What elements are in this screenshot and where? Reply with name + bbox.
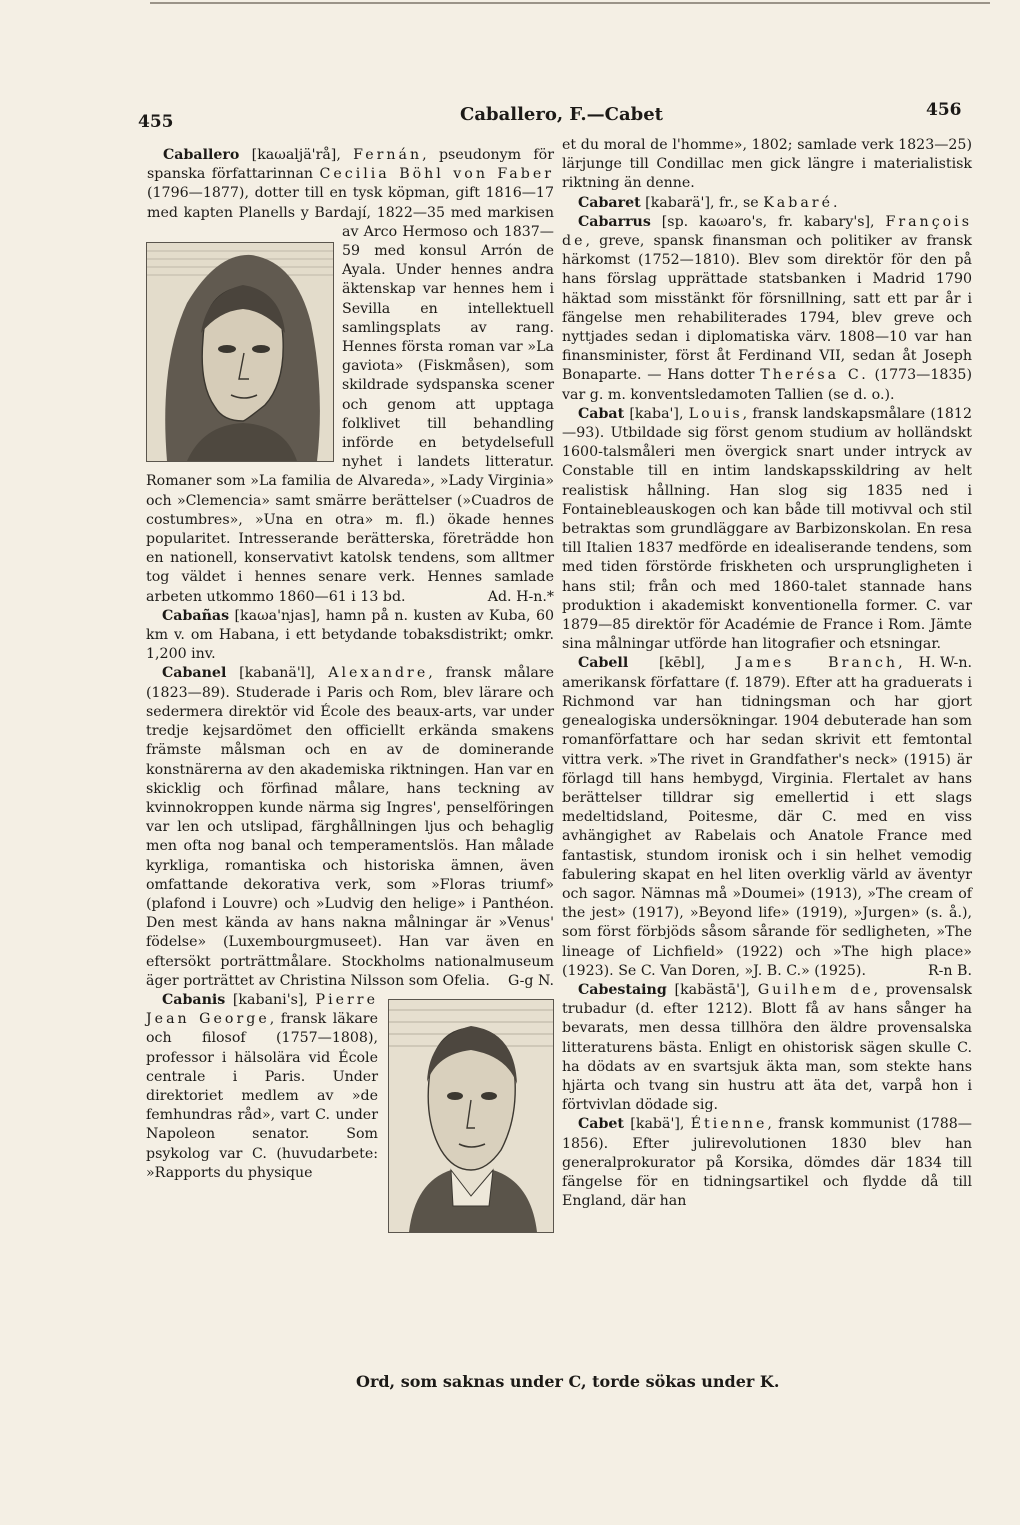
entry-text: [kabarä'], fr., se <box>640 194 764 211</box>
portrait-caballero-engraving <box>147 243 333 461</box>
entry-text: , fransk målare (1823—89). Studerade i Paris och Rom, blev lärare och sedermera direktör vid École des beaux-arts, var under tredje kejsardömet den officiellt erkända smakens främste målsman och en av de dominerande konstnärerna av den akademiska riktningen. Han var en skicklig och förfinad målare, hans teckning av kvinnokroppen kunde närma sig Ingres', penselföringen var len och utslipad, färghållningen ljus och behaglig men ofta nog banal och temperamentslös. Han målade kyrkliga, romantiska och historiska ämnen, även omfattande dekorativa verk, som »Floras triumf» (plafond i Louvre) och »Ludvig den helige» i Panthéon. Den mest kända av hans nakna målningar är »Venus' födelse» (Luxembourgmuseet). Han var även en eftersökt porträttmålare. Stockholms nationalmuseum äger porträttet av Christina Nilsson som Ofelia. <box>146 665 554 989</box>
page-number-right: 456 <box>926 100 962 120</box>
entry-cabet <box>562 1115 972 1211</box>
cross-reference: Kabaré <box>763 194 833 211</box>
headword: Cabanel <box>162 665 227 682</box>
footer-note: Ord, som saknas under C, torde sökas under K. <box>356 1372 780 1391</box>
entry-text: . <box>832 194 838 211</box>
portrait-cabanis-engraving <box>389 1000 553 1232</box>
entry-cabarrus <box>562 213 972 405</box>
headword: Cabat <box>578 405 625 422</box>
entry-text: (1773—1835) var g. m. konventsledamoten Tallien (se d. o.). <box>562 367 972 403</box>
entry-text: [kēbl], <box>628 655 737 672</box>
entry-text: , fransk landskapsmålare (1812—93). Utbildade sig först genom studium av holländskt 1600-talsmåleri men övergick snart under intryck av Constable till en intim landskapsskildring av helt realistisk hållning. Han slog sig 1835 ned i Fontainebleauskogen och kan både till motivval och stil betraktas som grundläggare av Barbizonskolan. En resa till Italien 1837 medförde en idealiserande tendens, som med tiden förstörde friskheten och ursprungligheten i hans stil; från och med 1860-talet stannade hans produktion i akademiskt konventionella former. C. var 1879—85 direktör för Académie de France i Rom. Jämte sina målningar utförde han litografier och etsningar. <box>562 405 972 653</box>
entry-text: , greve, spansk finansman och politiker av fransk härkomst (1752—1810). Blev som direktör för den på hans förslag upprättade statsbanken i Madrid 1790 häktad som misstänkt för försnillning, satt ett par år i fängelse men rehabiliterades 1794, blev greve och nyttjades sedan i diplomatiska värv. 1808—10 var han finansminister, först åt Ferdinand VII, sedan åt Joseph Bonaparte. — Hans dotter <box>562 233 972 384</box>
entry-text: , provensalsk trubadur (d. efter 1212). Blott få av hans sånger ha bevarats, men dessa tillhöra den äldre provensalska litteraturens bästa. Enligt en ohistorisk sägen skulle C. ha dödats av en svartsjuk äkta man, som stekte hans hjärta och tvang sin hustru att äta det, varpå hon i förtvivlan dödade sig. <box>562 981 972 1114</box>
entry-text: , pseudonym för spanska författarinnan <box>147 147 554 183</box>
entry-cabell <box>562 654 972 980</box>
signature: G-g N. <box>508 972 554 989</box>
entry-cabestaing <box>562 981 972 1115</box>
signature: R-n B. <box>927 962 972 979</box>
entry-name: Pierre Jean George <box>146 991 378 1028</box>
headword: Cabestaing <box>578 981 667 998</box>
headword: Cabanis <box>162 991 226 1008</box>
top-rule <box>150 2 990 4</box>
entry-name: Louis <box>688 405 743 422</box>
entry-text: [kaωa'njas], hamn på n. kusten av Kuba, 60 km v. om Habana, i ett betydande tobaksdistrikt; omkr. 1,200 inv. <box>146 607 554 663</box>
entry-text: (1796—1877), dotter till en tysk köpman, gift 1816—17 med kapten Planells y Bardají, 1822—35 med markisen av Arco Hermoso och 1837—59 med konsul Arrón de Ayala. Under hennes andra äktenskap var hennes hem i Sevilla en intellektuell samlingsplats av rang. Hennes första roman var »La gaviota» (Fiskmåsen), som skildrade sydspanska scener och genom att upptaga folklivet till behandling införde en betydelsefull nyhet i landets litteratur. Romaner som »La familia de Alvareda», »Lady Virginia» och »Clemencia» samt smärre berättelser (»Cuadros de costumbres», »Una en otra» m. fl.) ökade hennes popularitet. Intresserande berätterska, företrädde hon en nationell, konservativt katolsk tendens, som alltmer tog väldet i hennes senare verk. Hennes samlade arbeten utkommo 1860—61 i 13 bd. <box>146 185 554 605</box>
portrait-cabanis <box>388 999 554 1233</box>
running-head: Caballero, F.—Cabet <box>460 104 663 125</box>
entry-text: [kabani's], <box>225 991 316 1008</box>
portrait-caballero <box>146 242 334 462</box>
entry-name: Cecilia Böhl von Faber <box>319 166 554 183</box>
entry-cabaret <box>562 194 972 213</box>
entry-text: , fransk kommunist (1788—1856). Efter julirevolutionen 1830 blev han generalprokurator på Korsika, dömdes där 1834 till fängelse för en tidningsartikel och flydde då till England, där han <box>562 1116 972 1210</box>
portrait-caballero-figure <box>146 242 334 462</box>
entry-cabanel <box>146 664 554 990</box>
headword: Cabañas <box>162 607 230 624</box>
entry-text: [kaba'], <box>624 405 689 422</box>
entry-cabanas <box>146 607 554 665</box>
entry-text: [kabä'], <box>624 1116 691 1133</box>
headword: Cabarrus <box>578 213 651 230</box>
entry-name: Étienne <box>690 1116 768 1133</box>
entry-text: , fransk läkare och filosof (1757—1808), professor i hälsolära vid École centrale i Paris. Under direktoriet medlem av »de femhundras råd», vart C. under Napoleon senator. Som psykolog var C. (huvudarbete: »Rapports du physique <box>146 1011 378 1181</box>
entry-text: [sp. kaωaro's, fr. kabary's], <box>650 213 886 230</box>
signature: Ad. H-n.* <box>487 588 554 605</box>
right-column <box>562 136 972 1211</box>
entry-text: , amerikansk författare (f. 1879). Efter att ha graduerats i Richmond var han tidningsman och har gjort genealogiska undersökningar. 1904 debuterade han som romanförfattare och har sedan skrivit ett femtontal vittra verk. »The rivet in Grandfather's neck» (1915) är förlagd till hans hembygd, Virginia. Flertalet av hans berättelser tilldrar sig emellertid i ett slags medeltidsland, Poitesme, där C. med en viss avhängighet av Rabelais och Anatole France med fantastisk, stundom ironisk och i sin helhet vemodig fabulering skapat en hel liten overklig värld av äventyr och sagor. Nämnas må »Doumei» (1913), »The cream of the jest» (1917), »Beyond life» (1919), »Jurgen» (s. å.), som först förbjöds såsom sårande för sedligheten, »The lineage of Lichfield» (1922) och »The high place» (1923). Se C. Van Doren, »J. B. C.» (1925). <box>562 655 972 979</box>
signature: H. W-n. <box>918 655 972 672</box>
headword: Cabet <box>578 1116 624 1133</box>
entry-name: Therésa C. <box>760 367 869 384</box>
portrait-cabanis-figure <box>388 999 554 1233</box>
entry-text: [kaωaljä'rå], <box>239 147 354 163</box>
headword: Cabaret <box>578 194 641 211</box>
entry-name: James Branch <box>736 655 899 672</box>
entry-name: Guilhem de <box>757 981 874 998</box>
entry-name: Alexandre <box>328 665 429 682</box>
page-number-left: 455 <box>138 112 174 132</box>
entry-text: [kabanä'l], <box>226 665 329 682</box>
headword: Cabell <box>578 655 629 672</box>
entry-name: François de <box>562 213 972 250</box>
headword: Caballero <box>163 147 240 163</box>
entry-continuation: et du moral de l'homme», 1802; samlade verk 1823—25) lärjunge till Condillac men gick längre i materialistisk riktning än denne. <box>562 137 972 192</box>
entry-text: [kabästā'], <box>666 981 758 998</box>
entry-name: Fernán <box>353 147 423 163</box>
